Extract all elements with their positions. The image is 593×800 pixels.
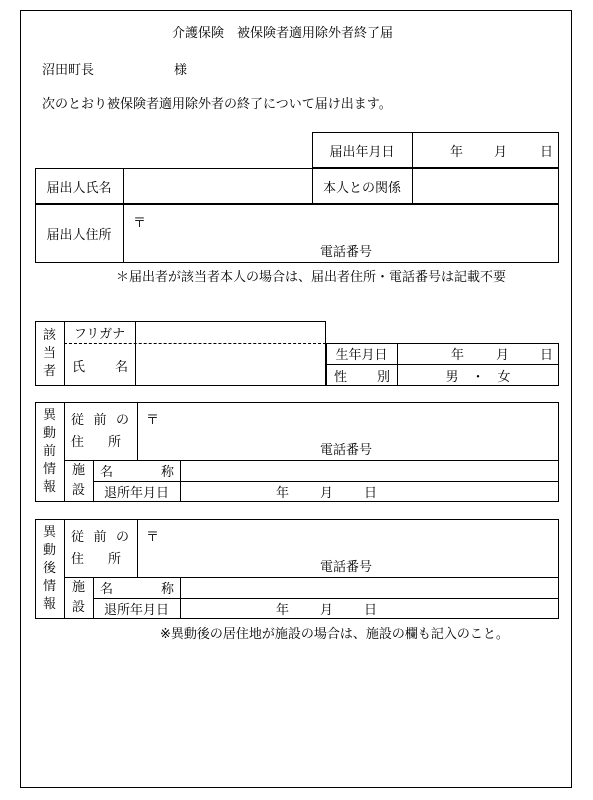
notifier-note: ＊届出者が該当者本人の場合は、届出者住所・電話番号は記載不要 (116, 270, 507, 285)
notify-date-year: 年 (450, 144, 464, 160)
before-leave-month: 月 (320, 486, 334, 501)
notify-date-label: 届出年月日 (329, 144, 395, 160)
notifier-phone-field[interactable] (392, 238, 552, 260)
sex-options[interactable]: 男 ・ 女 (445, 369, 511, 385)
before-facility-label: 施 設 (71, 463, 85, 498)
sex-label: 性 別 (334, 369, 390, 385)
relation-label: 本人との関係 (322, 180, 401, 196)
birth-year: 年 (451, 348, 465, 363)
before-leave-day: 日 (364, 486, 378, 501)
after-leave-year: 年 (276, 603, 290, 618)
notifier-postal-mark: 〒 (133, 216, 147, 231)
addressee-name: 沼田町長 (42, 63, 95, 78)
before-prev-label-1: 従 前 の (71, 412, 129, 428)
before-address-field[interactable] (162, 406, 552, 434)
form-title: 介護保険 被保険者適用除外者終了届 (172, 26, 394, 41)
before-facility-name-label: 名 称 (100, 465, 174, 480)
before-section-label: 異 動 前 情 報 (42, 408, 56, 495)
furigana-label: フリガナ (73, 326, 126, 342)
before-leave-date-field[interactable] (182, 482, 558, 501)
notifier-address-field[interactable] (150, 208, 550, 236)
intro-text: 次のとおり被保険者適用除外者の終了について届け出ます。 (42, 97, 392, 112)
after-section-label: 異 動 後 情 報 (42, 525, 56, 612)
after-note: ※異動後の居住地が施設の場合は、施設の欄も記入のこと。 (160, 627, 509, 642)
before-leave-year: 年 (276, 486, 290, 501)
furigana-field[interactable] (137, 322, 324, 342)
after-phone-label: 電話番号 (320, 560, 373, 575)
notifier-address-label: 届出人住所 (46, 228, 112, 243)
notify-date-day: 日 (540, 144, 554, 160)
addressee-honorific: 様 (174, 63, 188, 78)
before-phone-field[interactable] (392, 436, 552, 458)
before-phone-label: 電話番号 (320, 443, 373, 458)
birth-day: 日 (540, 348, 554, 363)
subject-name-label: 氏 名 (72, 359, 128, 375)
form-frame (20, 10, 572, 788)
before-postal-mark: 〒 (146, 413, 160, 428)
subject-name-field[interactable] (137, 345, 324, 385)
notifier-name-label: 届出人氏名 (46, 180, 112, 196)
subject-section-label: 該 当 者 (42, 327, 56, 379)
birth-date-field[interactable] (399, 344, 557, 363)
after-phone-field[interactable] (392, 553, 552, 575)
notifier-name-field[interactable] (124, 169, 311, 203)
after-address-field[interactable] (162, 523, 552, 551)
after-leave-date-field[interactable] (182, 599, 558, 618)
after-facility-label: 施 設 (71, 580, 85, 615)
birth-label: 生年月日 (335, 348, 388, 363)
after-prev-label-1: 従 前 の (71, 529, 129, 545)
before-facility-name-field[interactable] (182, 461, 558, 480)
after-facility-name-label: 名 称 (100, 582, 174, 597)
after-prev-label-2: 住 所 (71, 551, 122, 567)
relation-field[interactable] (413, 169, 558, 203)
notify-date-month: 月 (494, 144, 508, 160)
after-leave-day: 日 (364, 603, 378, 618)
before-prev-label-2: 住 所 (71, 434, 122, 450)
after-facility-name-field[interactable] (182, 578, 558, 597)
notifier-phone-label: 電話番号 (320, 245, 373, 260)
after-leave-month: 月 (320, 603, 334, 618)
after-leave-date-label: 退所年月日 (103, 603, 169, 618)
notify-date-field[interactable] (440, 138, 555, 162)
birth-month: 月 (496, 348, 510, 363)
after-postal-mark: 〒 (146, 530, 160, 545)
before-leave-date-label: 退所年月日 (103, 486, 169, 501)
